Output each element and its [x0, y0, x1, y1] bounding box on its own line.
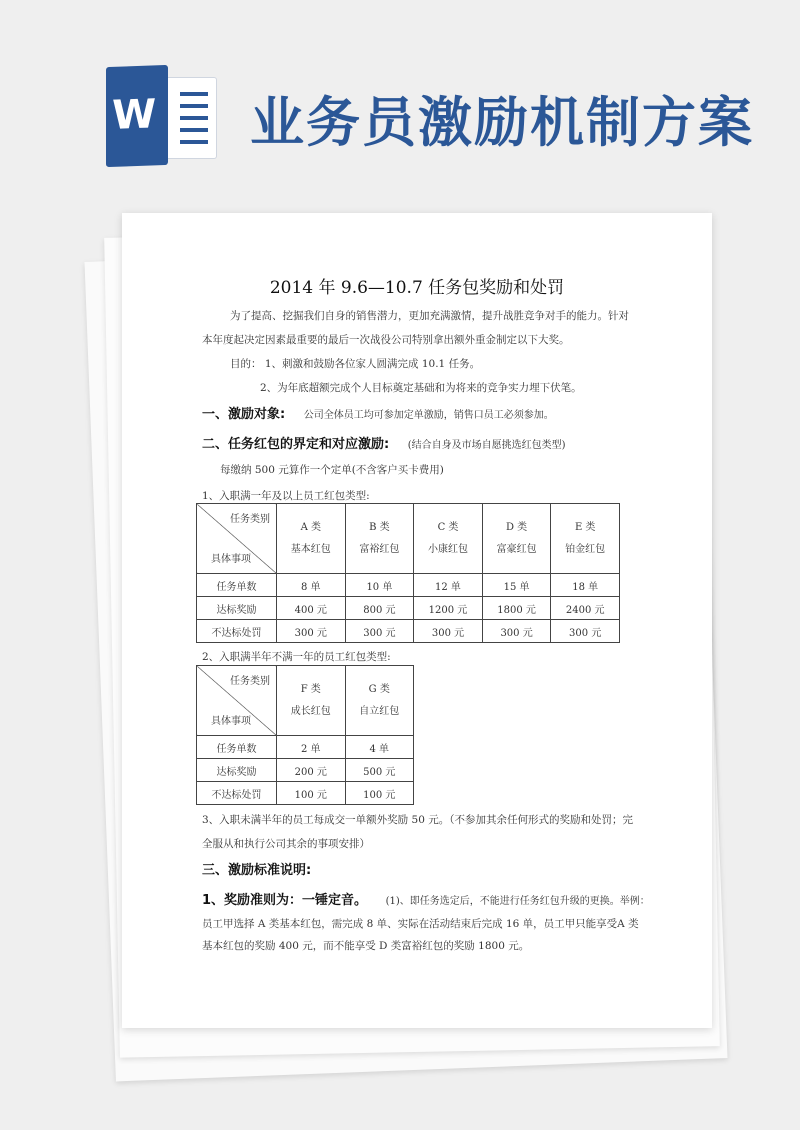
corner-bottom-label: 具体事项	[211, 716, 251, 727]
table-one-year-staff	[196, 503, 620, 643]
section2-note: (结合自身及市场自愿挑选红包类型)	[407, 440, 566, 451]
document-title: 2014 年 9.6—10.7 任务包奖励和处罚	[269, 278, 565, 298]
intro-line-1: 为了提高、挖掘我们自身的销售潜力，更加充满激情，提升战胜竞争对手的能力。针对	[230, 310, 629, 322]
table-row: 任务单数 8 单 10 单 12 单 15 单 18 单	[197, 574, 620, 597]
table2-caption: 2、入职满半年不满一年的员工红包类型:	[202, 651, 391, 663]
section1-heading-text: 一、激励对象:	[202, 407, 286, 422]
example-line-2: 基本红包的奖励 400 元，而不能享受 D 类富裕红包的奖励 1800 元。	[202, 940, 530, 952]
table-half-year-staff	[196, 665, 414, 805]
section1-text: 公司全体员工均可参加定单激励，销售口员工必须参加。	[303, 410, 554, 421]
section2-rule: 每缴纳 500 元算作一个定单(不含客户买卡费用)	[220, 464, 444, 476]
table1-corner-cell	[197, 504, 277, 574]
rule-principle-heading: 1、奖励准则为：一锤定音。	[202, 893, 368, 908]
table1-col-b: B 类 富裕红包	[345, 504, 414, 574]
corner-top-label: 任务类别	[230, 514, 270, 525]
table1-col-c: C 类 小康红包	[414, 504, 483, 574]
table1-col-a: A 类 基本红包	[277, 504, 346, 574]
table2-col-f: F 类 成长红包	[277, 666, 346, 736]
table-row: 不达标处罚 300 元 300 元 300 元 300 元 300 元	[197, 620, 620, 643]
table1-col-d: D 类 富豪红包	[482, 504, 551, 574]
section3-heading: 三、激励标准说明:	[202, 863, 312, 878]
section2-heading-text: 二、任务红包的界定和对应激励:	[202, 437, 390, 452]
table2-col-g: G 类 自立红包	[345, 666, 414, 736]
word-badge	[106, 65, 168, 167]
page-title: 业务员激励机制方案	[250, 91, 754, 154]
rule3-line-1: 3、入职未满半年的员工每成交一单额外奖励 50 元。（不参加其余任何形式的奖励和处罚；完	[202, 814, 633, 826]
table-row: 达标奖励 200 元 500 元	[197, 759, 414, 782]
table1-col-e: E 类 铂金红包	[551, 504, 620, 574]
corner-top-label: 任务类别	[230, 676, 270, 687]
table-row: 任务单数 2 单 4 单	[197, 736, 414, 759]
word-logo-letter: W	[112, 91, 157, 139]
table2-corner-cell	[197, 666, 277, 736]
example-line-1: 员工甲选择 A 类基本红包，需完成 8 单、实际在活动结束后完成 16 单，员工甲只能享受A 类	[202, 918, 639, 930]
section2-heading	[202, 433, 566, 452]
section1-heading	[202, 403, 554, 422]
table-row: 达标奖励 400 元 800 元 1200 元 1800 元 2400 元	[197, 597, 620, 620]
document-page	[122, 213, 712, 1028]
word-app-icon	[106, 66, 218, 166]
table-row: 不达标处罚 100 元 100 元	[197, 782, 414, 805]
intro-line-2: 本年度起决定因素最重要的最后一次战役公司特别拿出额外重金制定以下大奖。	[202, 334, 570, 346]
rule-principle-text: (1)、即任务选定后，不能进行任务红包升级的更换。举例：	[385, 896, 650, 907]
goal-line-2: 2、为年底超额完成个人目标奠定基础和为将来的竞争实力埋下伏笔。	[260, 382, 582, 394]
table1-caption: 1、入职满一年及以上员工红包类型:	[202, 490, 370, 502]
goal-line-1: 目的： 1、刺激和鼓励各位家人圆满完成 10.1 任务。	[230, 358, 481, 370]
rule-principle	[202, 889, 650, 908]
rule3-line-2: 全服从和执行公司其余的事项安排）	[202, 838, 370, 850]
corner-bottom-label: 具体事项	[211, 554, 251, 565]
